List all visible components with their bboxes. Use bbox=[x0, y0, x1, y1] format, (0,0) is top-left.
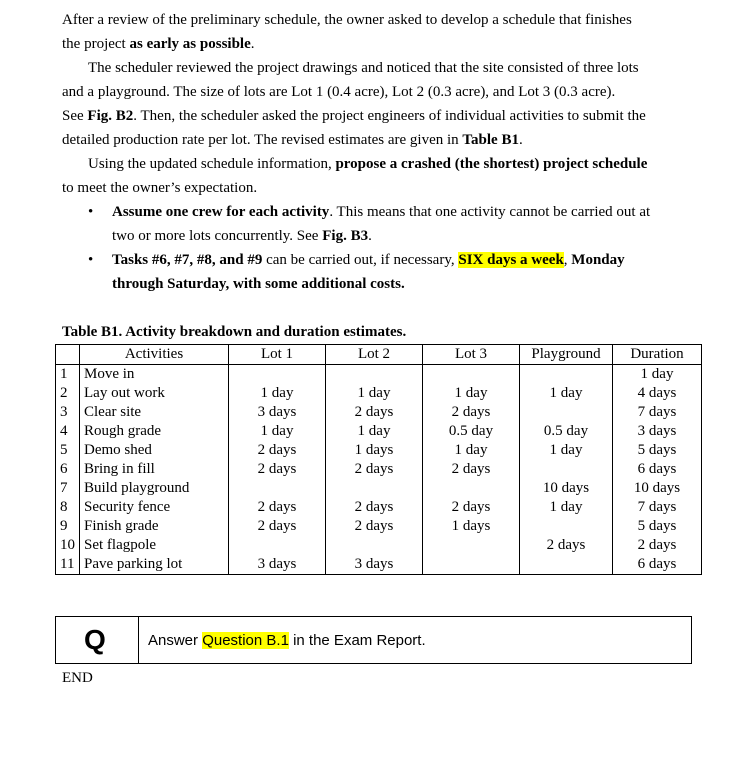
intro-line-1: After a review of the preliminary schedule, the owner asked to develop a schedule that finishes bbox=[62, 12, 632, 28]
row-num: 3 bbox=[56, 403, 80, 422]
scheduler-line-2: and a playground. The size of lots are Lot 1 (0.4 acre), Lot 2 (0.3 acre), and Lot 3 (0.3 acre). bbox=[62, 84, 616, 100]
row-lot3: 2 days bbox=[423, 403, 520, 422]
scheduler-paragraph bbox=[62, 56, 690, 152]
row-playground: 1 day bbox=[520, 441, 613, 460]
row-num: 10 bbox=[56, 536, 80, 555]
row-duration: 10 days bbox=[613, 479, 702, 498]
row-duration: 5 days bbox=[613, 441, 702, 460]
intro-line-2 bbox=[62, 32, 690, 56]
row-activity: Clear site bbox=[80, 403, 229, 422]
row-lot2: 1 day bbox=[326, 422, 423, 441]
header-lot2: Lot 2 bbox=[326, 345, 423, 365]
row-lot1: 3 days bbox=[229, 403, 326, 422]
row-activity: Set flagpole bbox=[80, 536, 229, 555]
proposal-line-1-bold: propose a crashed (the shortest) project schedule bbox=[335, 156, 648, 172]
row-duration: 1 day bbox=[613, 365, 702, 385]
bullet-six-days-comma: , bbox=[563, 252, 572, 268]
row-duration: 7 days bbox=[613, 498, 702, 517]
row-lot1: 3 days bbox=[229, 555, 326, 575]
fig-b2-reference: Fig. B2 bbox=[87, 108, 134, 124]
row-num: 1 bbox=[56, 365, 80, 385]
row-lot1: 2 days bbox=[229, 460, 326, 479]
intro-line-2-bold: as early as possible bbox=[129, 36, 251, 52]
question-text bbox=[148, 631, 426, 651]
row-playground: 10 days bbox=[520, 479, 613, 498]
row-lot3: 1 day bbox=[423, 384, 520, 403]
table-row bbox=[56, 460, 702, 479]
row-activity: Bring in fill bbox=[80, 460, 229, 479]
row-lot2: 2 days bbox=[326, 498, 423, 517]
header-num bbox=[56, 345, 80, 365]
proposal-line-2: to meet the owner’s expectation. bbox=[62, 180, 258, 196]
table-row bbox=[56, 365, 702, 385]
intro-paragraph bbox=[62, 8, 690, 56]
row-playground bbox=[520, 555, 613, 575]
question-text-pre: Answer bbox=[148, 632, 203, 649]
row-lot2 bbox=[326, 365, 423, 385]
table-row bbox=[56, 555, 702, 575]
row-num: 7 bbox=[56, 479, 80, 498]
row-playground bbox=[520, 460, 613, 479]
row-lot3: 1 days bbox=[423, 517, 520, 536]
bullet-one-crew-line-2 bbox=[112, 224, 690, 248]
row-lot1 bbox=[229, 479, 326, 498]
fig-b3-reference: Fig. B3 bbox=[322, 228, 369, 244]
row-lot1: 2 days bbox=[229, 441, 326, 460]
table-row bbox=[56, 384, 702, 403]
row-duration: 7 days bbox=[613, 403, 702, 422]
scheduler-line-4 bbox=[62, 128, 690, 152]
bullet-six-days-tasks: Tasks #6, #7, #8, and #9 bbox=[112, 252, 263, 268]
six-days-highlight: SIX days a week bbox=[458, 252, 564, 268]
row-duration: 6 days bbox=[613, 460, 702, 479]
scheduler-line-3-pre: See bbox=[62, 108, 88, 124]
bullet-six-days-mid: can be carried out, if necessary, bbox=[262, 252, 459, 268]
intro-line-2-post: . bbox=[250, 36, 255, 52]
bullet-six-days-monday: Monday bbox=[571, 252, 625, 268]
scheduler-line-1: The scheduler reviewed the project drawings and noticed that the site consisted of three lots bbox=[88, 60, 639, 76]
table-header-row bbox=[56, 345, 702, 365]
table-row bbox=[56, 403, 702, 422]
table-body bbox=[56, 365, 702, 575]
row-lot2 bbox=[326, 479, 423, 498]
row-lot3 bbox=[423, 536, 520, 555]
row-duration: 3 days bbox=[613, 422, 702, 441]
scheduler-line-3 bbox=[62, 104, 690, 128]
row-duration: 4 days bbox=[613, 384, 702, 403]
row-activity: Finish grade bbox=[80, 517, 229, 536]
row-activity: Demo shed bbox=[80, 441, 229, 460]
bullet-six-days-line-2-bold: through Saturday, with some additional costs. bbox=[112, 276, 405, 292]
row-playground: 2 days bbox=[520, 536, 613, 555]
row-lot3: 2 days bbox=[423, 498, 520, 517]
row-lot1: 1 day bbox=[229, 422, 326, 441]
row-playground: 0.5 day bbox=[520, 422, 613, 441]
question-q-icon: Q bbox=[84, 624, 106, 655]
question-box-divider bbox=[138, 617, 139, 663]
row-num: 2 bbox=[56, 384, 80, 403]
row-activity: Move in bbox=[80, 365, 229, 385]
proposal-line-1 bbox=[62, 152, 690, 176]
row-lot1: 2 days bbox=[229, 498, 326, 517]
table-b1-reference: Table B1 bbox=[462, 132, 519, 148]
row-num: 4 bbox=[56, 422, 80, 441]
scheduler-line-4-post: . bbox=[518, 132, 523, 148]
table-row bbox=[56, 498, 702, 517]
row-duration: 5 days bbox=[613, 517, 702, 536]
table-row bbox=[56, 536, 702, 555]
row-lot3: 1 day bbox=[423, 441, 520, 460]
question-text-post: in the Exam Report. bbox=[288, 632, 426, 649]
row-lot3 bbox=[423, 365, 520, 385]
scheduler-line-3-post: . Then, the scheduler asked the project engineers of individual activities to submit the bbox=[133, 108, 646, 124]
row-lot2: 1 days bbox=[326, 441, 423, 460]
question-box bbox=[55, 616, 692, 664]
question-b1-highlight: Question B.1 bbox=[202, 632, 289, 649]
table-row bbox=[56, 479, 702, 498]
bullet-one-crew-bold: Assume one crew for each activity bbox=[112, 204, 330, 220]
row-activity: Pave parking lot bbox=[80, 555, 229, 575]
row-playground: 1 day bbox=[520, 384, 613, 403]
row-activity: Lay out work bbox=[80, 384, 229, 403]
row-playground bbox=[520, 403, 613, 422]
row-lot3 bbox=[423, 479, 520, 498]
header-playground: Playground bbox=[520, 345, 613, 365]
bullet-six-days bbox=[88, 248, 690, 296]
activity-table bbox=[55, 344, 702, 575]
row-activity: Rough grade bbox=[80, 422, 229, 441]
bullet-one-crew-line-2-pre: two or more lots concurrently. See bbox=[112, 228, 323, 244]
header-duration: Duration bbox=[613, 345, 702, 365]
bullet-dot-icon: • bbox=[88, 204, 94, 220]
header-activities: Activities bbox=[80, 345, 229, 365]
intro-line-2-pre: the project bbox=[62, 36, 130, 52]
row-num: 9 bbox=[56, 517, 80, 536]
row-lot3: 0.5 day bbox=[423, 422, 520, 441]
row-playground bbox=[520, 365, 613, 385]
row-duration: 6 days bbox=[613, 555, 702, 575]
table-caption: Table B1. Activity breakdown and duration estimates. bbox=[62, 324, 407, 340]
row-lot2: 2 days bbox=[326, 460, 423, 479]
row-lot2: 3 days bbox=[326, 555, 423, 575]
row-lot1 bbox=[229, 536, 326, 555]
row-lot1: 2 days bbox=[229, 517, 326, 536]
bullet-one-crew-line-1 bbox=[112, 200, 690, 224]
scheduler-line-4-pre: detailed production rate per lot. The revised estimates are given in bbox=[62, 132, 463, 148]
row-lot2 bbox=[326, 536, 423, 555]
bullet-one-crew bbox=[88, 200, 690, 248]
end-label: END bbox=[62, 670, 93, 686]
row-num: 6 bbox=[56, 460, 80, 479]
bullet-dot-icon: • bbox=[88, 252, 94, 268]
row-num: 8 bbox=[56, 498, 80, 517]
bullet-one-crew-line-2-post: . bbox=[368, 228, 372, 244]
row-duration: 2 days bbox=[613, 536, 702, 555]
row-activity: Security fence bbox=[80, 498, 229, 517]
row-lot3: 2 days bbox=[423, 460, 520, 479]
header-lot1: Lot 1 bbox=[229, 345, 326, 365]
row-playground bbox=[520, 517, 613, 536]
row-activity: Build playground bbox=[80, 479, 229, 498]
table-row bbox=[56, 517, 702, 536]
row-lot1 bbox=[229, 365, 326, 385]
bullet-one-crew-post: . This means that one activity cannot be carried out at bbox=[329, 204, 651, 220]
row-num: 5 bbox=[56, 441, 80, 460]
bullet-six-days-line-1 bbox=[112, 248, 690, 272]
bullet-six-days-line-2 bbox=[112, 272, 690, 296]
table-row bbox=[56, 441, 702, 460]
row-lot1: 1 day bbox=[229, 384, 326, 403]
row-playground: 1 day bbox=[520, 498, 613, 517]
row-num: 11 bbox=[56, 555, 80, 575]
table-row bbox=[56, 422, 702, 441]
row-lot2: 2 days bbox=[326, 517, 423, 536]
row-lot2: 2 days bbox=[326, 403, 423, 422]
header-lot3: Lot 3 bbox=[423, 345, 520, 365]
proposal-line-1-pre: Using the updated schedule information, bbox=[88, 156, 336, 172]
row-lot3 bbox=[423, 555, 520, 575]
row-lot2: 1 day bbox=[326, 384, 423, 403]
proposal-paragraph bbox=[62, 152, 690, 200]
